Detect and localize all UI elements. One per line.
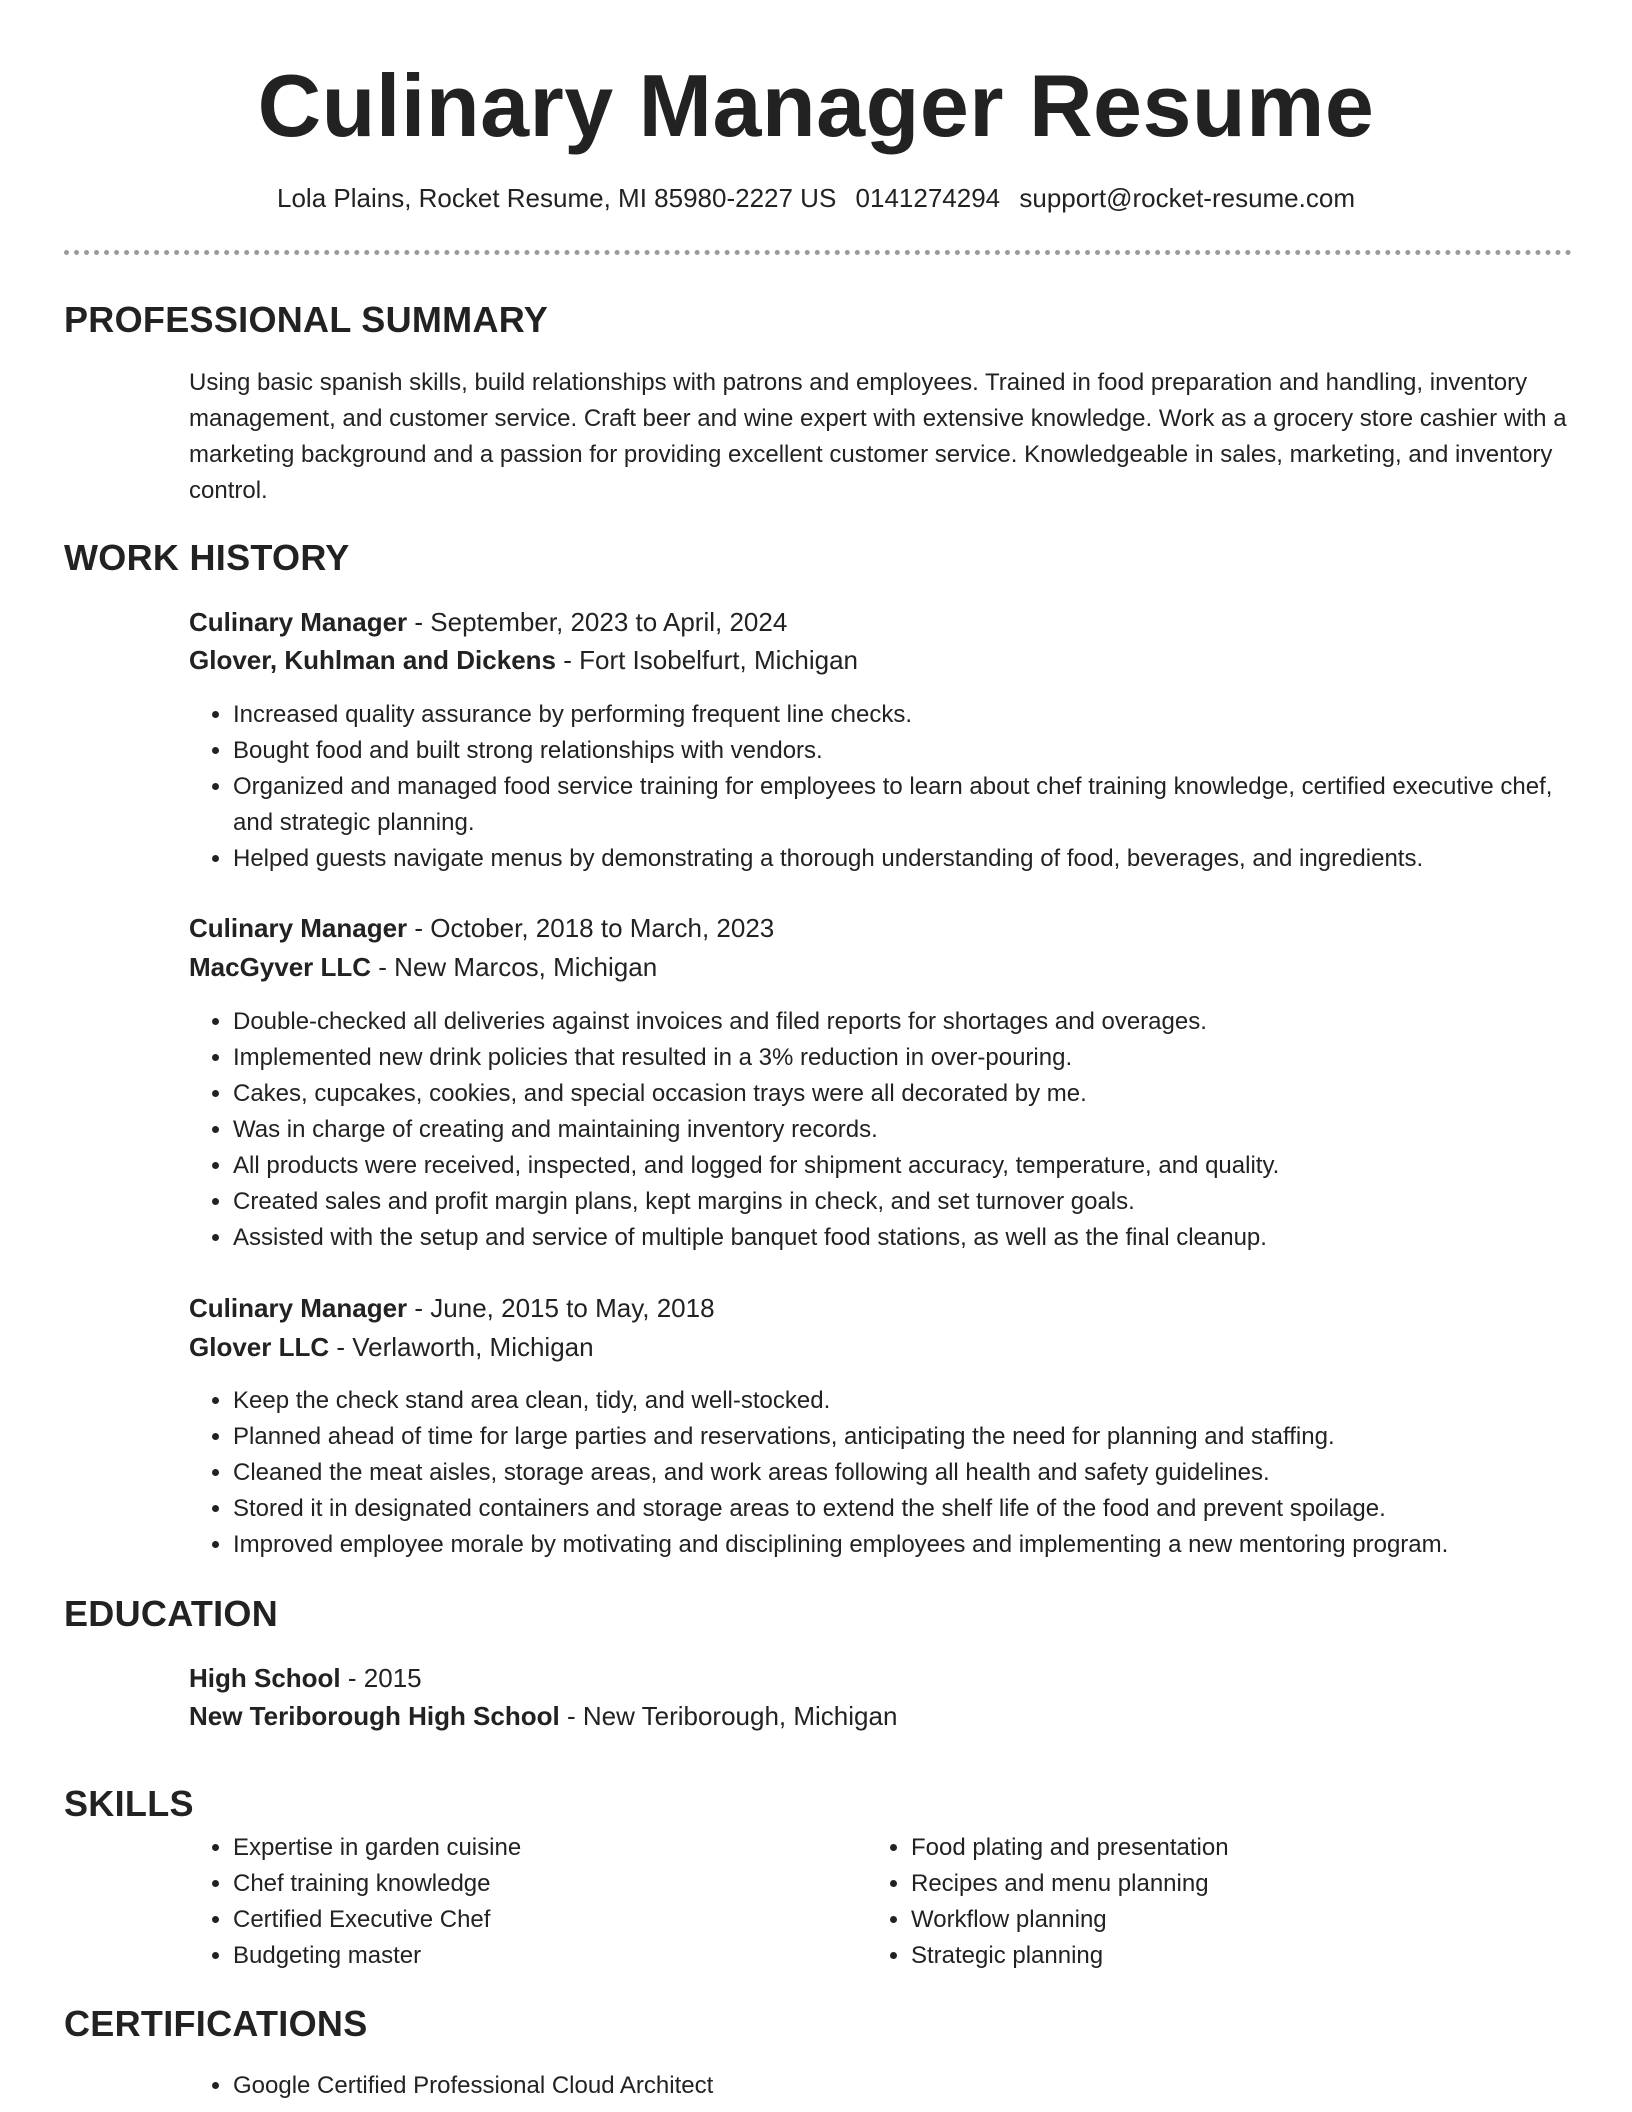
job-3-bullets bbox=[189, 1383, 1568, 1563]
list-item: • Increased quality assurance by performing frequent line checks. bbox=[233, 697, 1568, 733]
job-1-dates: - September, 2023 to April, 2024 bbox=[407, 607, 788, 637]
list-item: • Assisted with the setup and service of multiple banquet food stations, as well as the final cleanup. bbox=[233, 1220, 1568, 1256]
list-item: • Keep the check stand area clean, tidy, and well-stocked. bbox=[233, 1383, 1568, 1419]
list-item: • Certified Executive Chef bbox=[233, 1902, 873, 1938]
job-2-company-line bbox=[189, 949, 1568, 985]
header-divider bbox=[64, 250, 1572, 255]
contact-address: Lola Plains, Rocket Resume, MI 85980-2227 US bbox=[277, 183, 837, 213]
education-school-line bbox=[189, 1698, 1568, 1734]
job-2-title-line bbox=[189, 910, 1568, 946]
job-1-title-line bbox=[189, 604, 1568, 640]
job-3-title-line bbox=[189, 1290, 1568, 1326]
job-3-location: - Verlaworth, Michigan bbox=[329, 1332, 594, 1362]
list-item: • Workflow planning bbox=[911, 1902, 1551, 1938]
education-degree: High School bbox=[189, 1663, 341, 1693]
contact-phone: 0141274294 bbox=[855, 183, 1001, 213]
job-1-location: - Fort Isobelfurt, Michigan bbox=[556, 645, 858, 675]
list-item: • Cakes, cupcakes, cookies, and special occasion trays were all decorated by me. bbox=[233, 1076, 1568, 1112]
certifications-heading: CERTIFICATIONS bbox=[64, 2003, 368, 2044]
job-2-dates: - October, 2018 to March, 2023 bbox=[407, 913, 775, 943]
job-1-company-line bbox=[189, 642, 1568, 678]
education-location: - New Teriborough, Michigan bbox=[559, 1701, 898, 1731]
list-item: • Bought food and built strong relationships with vendors. bbox=[233, 733, 1568, 769]
list-item: • Helped guests navigate menus by demonstrating a thorough understanding of food, beverages, and ingredients. bbox=[233, 841, 1568, 877]
job-1-bullets bbox=[189, 697, 1568, 877]
job-3-dates: - June, 2015 to May, 2018 bbox=[407, 1293, 715, 1323]
skills-left-column bbox=[189, 1830, 873, 1974]
list-item: • Chef training knowledge bbox=[233, 1866, 873, 1902]
list-item: • Strategic planning bbox=[911, 1938, 1551, 1974]
education-year: - 2015 bbox=[340, 1663, 422, 1693]
list-item: • All products were received, inspected, and logged for shipment accuracy, temperature, and quality. bbox=[233, 1148, 1568, 1184]
list-item: • Improved employee morale by motivating and disciplining employees and implementing a new mentoring program. bbox=[233, 1527, 1568, 1563]
work-history-heading: WORK HISTORY bbox=[64, 537, 350, 578]
education-degree-line bbox=[189, 1660, 1568, 1696]
list-item: • Planned ahead of time for large parties and reservations, anticipating the need for planning and staffing. bbox=[233, 1419, 1568, 1455]
job-2-company: MacGyver LLC bbox=[189, 952, 372, 982]
contact-email: support@rocket-resume.com bbox=[1019, 183, 1355, 213]
list-item: • Recipes and menu planning bbox=[911, 1866, 1551, 1902]
skills-heading: SKILLS bbox=[64, 1783, 194, 1824]
job-1-company: Glover, Kuhlman and Dickens bbox=[189, 645, 556, 675]
summary-text: Using basic spanish skills, build relationships with patrons and employees. Trained in food preparation and handling, inventory management, and customer service. Craft beer and wine expert with extensive knowledge. Work as a grocery store cashier with a marketing background and a passion for providing excellent customer service. Knowledgeable in sales, marketing, and inventory control. bbox=[189, 369, 1567, 504]
skills-right-column bbox=[867, 1830, 1551, 1974]
job-2-title: Culinary Manager bbox=[189, 913, 408, 943]
education-school: New Teriborough High School bbox=[189, 1701, 560, 1731]
education-heading: EDUCATION bbox=[64, 1593, 279, 1634]
list-item: • Double-checked all deliveries against invoices and filed reports for shortages and overages. bbox=[233, 1004, 1568, 1040]
list-item: • Expertise in garden cuisine bbox=[233, 1830, 873, 1866]
job-2-bullets bbox=[189, 1004, 1568, 1256]
summary-heading: PROFESSIONAL SUMMARY bbox=[64, 299, 549, 340]
list-item: • Implemented new drink policies that resulted in a 3% reduction in over-pouring. bbox=[233, 1040, 1568, 1076]
list-item: • Cleaned the meat aisles, storage areas, and work areas following all health and safety guidelines. bbox=[233, 1455, 1568, 1491]
job-2-location: - New Marcos, Michigan bbox=[371, 952, 658, 982]
resume-title: Culinary Manager Resume bbox=[257, 56, 1375, 155]
list-item: • Stored it in designated containers and storage areas to extend the shelf life of the food and prevent spoilage. bbox=[233, 1491, 1568, 1527]
job-3-company-line bbox=[189, 1329, 1568, 1365]
job-3-title: Culinary Manager bbox=[189, 1293, 408, 1323]
certifications-list bbox=[189, 2068, 1568, 2104]
list-item: • Budgeting master bbox=[233, 1938, 873, 1974]
job-3-company: Glover LLC bbox=[189, 1332, 330, 1362]
list-item: • Created sales and profit margin plans, kept margins in check, and set turnover goals. bbox=[233, 1184, 1568, 1220]
list-item: • Organized and managed food service training for employees to learn about chef training knowledge, certified executive chef, and strategic planning. bbox=[233, 769, 1568, 841]
list-item: • Food plating and presentation bbox=[911, 1830, 1551, 1866]
job-1-title: Culinary Manager bbox=[189, 607, 408, 637]
list-item: • Google Certified Professional Cloud Architect bbox=[233, 2068, 1568, 2104]
contact-line bbox=[64, 181, 1568, 215]
list-item: • Was in charge of creating and maintaining inventory records. bbox=[233, 1112, 1568, 1148]
